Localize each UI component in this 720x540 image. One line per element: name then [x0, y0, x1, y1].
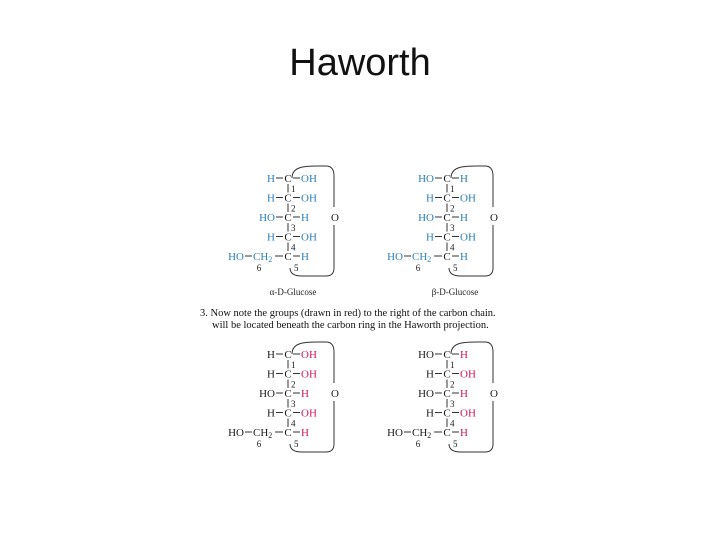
- beta-caption: β-D-Glucose: [431, 287, 479, 297]
- slide-title: Haworth: [289, 42, 431, 84]
- ch2-group: CH2: [253, 251, 273, 264]
- c5-substituent: H: [460, 427, 468, 439]
- alpha-glucose-fischer-highlighted: [228, 342, 339, 452]
- right-substituent: OH: [460, 407, 476, 420]
- right-substituent: H: [301, 212, 309, 224]
- carbon-number: 5: [294, 263, 299, 273]
- ring-oxygen: O: [331, 388, 339, 400]
- right-substituent: H: [460, 388, 468, 400]
- carbon-atom: C: [443, 173, 451, 185]
- carbon-atom: C: [443, 388, 451, 400]
- right-substituent: H: [301, 388, 309, 400]
- beta-glucose-fischer: [387, 166, 498, 276]
- ch2-group: CH2: [412, 251, 432, 264]
- carbon-atom: C: [284, 368, 292, 381]
- carbon-atom: C: [443, 407, 451, 420]
- carbon-atom: C: [443, 349, 451, 361]
- alpha-caption: α-D-Glucose: [269, 287, 317, 297]
- right-substituent: H: [460, 173, 468, 185]
- carbon-atom: C: [284, 407, 292, 420]
- left-substituent: H: [267, 231, 275, 244]
- right-substituent: OH: [460, 368, 476, 381]
- carbon-atom: C: [443, 251, 451, 263]
- carbon-number: 2: [291, 203, 296, 214]
- carbon-number: 2: [450, 379, 455, 390]
- carbon-number: 1: [450, 184, 455, 194]
- c6-hydroxyl: HO: [228, 427, 244, 439]
- carbon-number: 5: [453, 263, 458, 273]
- ch2-group: CH2: [253, 427, 273, 440]
- carbon-number: 3: [450, 399, 455, 409]
- carbon-atom: C: [443, 427, 451, 439]
- ch2-group: CH2: [412, 427, 432, 440]
- carbon-number: 4: [450, 418, 455, 429]
- right-substituent: OH: [301, 231, 317, 244]
- carbon-number: 5: [294, 439, 299, 449]
- carbon-atom: C: [284, 192, 292, 205]
- left-substituent: H: [267, 192, 275, 205]
- c6-hydroxyl: HO: [387, 251, 403, 263]
- ring-oxygen: O: [490, 212, 498, 224]
- carbon-number: 3: [291, 399, 296, 409]
- alpha-glucose-fischer: [228, 166, 339, 276]
- left-substituent: HO: [418, 388, 434, 400]
- carbon-atom: C: [284, 388, 292, 400]
- carbon-atom: C: [284, 212, 292, 224]
- carbon-number: 1: [291, 184, 296, 194]
- right-substituent: H: [460, 349, 468, 361]
- carbon-atom: C: [284, 427, 292, 439]
- carbon-atom: C: [284, 231, 292, 244]
- carbon-number: 6: [256, 439, 262, 449]
- carbon-number: 6: [415, 263, 421, 273]
- c5-substituent: H: [460, 251, 468, 263]
- left-substituent: H: [426, 192, 434, 205]
- carbon-atom: C: [284, 251, 292, 263]
- beta-glucose-fischer-highlighted: [387, 342, 498, 452]
- c5-substituent: H: [301, 251, 309, 263]
- right-substituent: H: [460, 212, 468, 224]
- carbon-number: 4: [291, 242, 296, 253]
- instruction-line-2: will be located beneath the carbon ring in the Haworth projection.: [212, 320, 489, 331]
- c6-hydroxyl: HO: [228, 251, 244, 263]
- right-substituent: OH: [301, 349, 317, 361]
- carbon-number: 1: [450, 360, 455, 370]
- c6-hydroxyl: HO: [387, 427, 403, 439]
- carbon-number: 6: [256, 263, 262, 273]
- right-substituent: OH: [301, 173, 317, 185]
- left-substituent: HO: [418, 173, 434, 185]
- carbon-atom: C: [443, 212, 451, 224]
- right-substituent: OH: [301, 368, 317, 381]
- carbon-atom: C: [284, 173, 292, 185]
- right-substituent: OH: [460, 231, 476, 244]
- left-substituent: H: [267, 368, 275, 381]
- ring-oxygen: O: [490, 388, 498, 400]
- right-substituent: OH: [301, 407, 317, 420]
- carbon-number: 3: [450, 223, 455, 233]
- carbon-number: 2: [291, 379, 296, 390]
- left-substituent: H: [426, 407, 434, 420]
- left-substituent: H: [267, 407, 275, 420]
- carbon-atom: C: [284, 349, 292, 361]
- carbon-number: 3: [291, 223, 296, 233]
- left-substituent: H: [426, 231, 434, 244]
- carbon-number: 5: [453, 439, 458, 449]
- instruction-line-1: 3. Now note the groups (drawn in red) to the right of the carbon chain.: [200, 308, 496, 319]
- right-substituent: OH: [301, 192, 317, 205]
- carbon-number: 6: [415, 439, 421, 449]
- right-substituent: OH: [460, 192, 476, 205]
- left-substituent: HO: [259, 212, 275, 224]
- carbon-number: 4: [291, 418, 296, 429]
- carbon-number: 2: [450, 203, 455, 214]
- left-substituent: HO: [418, 212, 434, 224]
- carbon-atom: C: [443, 368, 451, 381]
- left-substituent: H: [267, 349, 275, 361]
- carbon-atom: C: [443, 192, 451, 205]
- c5-substituent: H: [301, 427, 309, 439]
- carbon-atom: C: [443, 231, 451, 244]
- carbon-number: 1: [291, 360, 296, 370]
- left-substituent: H: [426, 368, 434, 381]
- ring-oxygen: O: [331, 212, 339, 224]
- left-substituent: H: [267, 173, 275, 185]
- left-substituent: HO: [418, 349, 434, 361]
- left-substituent: HO: [259, 388, 275, 400]
- carbon-number: 4: [450, 242, 455, 253]
